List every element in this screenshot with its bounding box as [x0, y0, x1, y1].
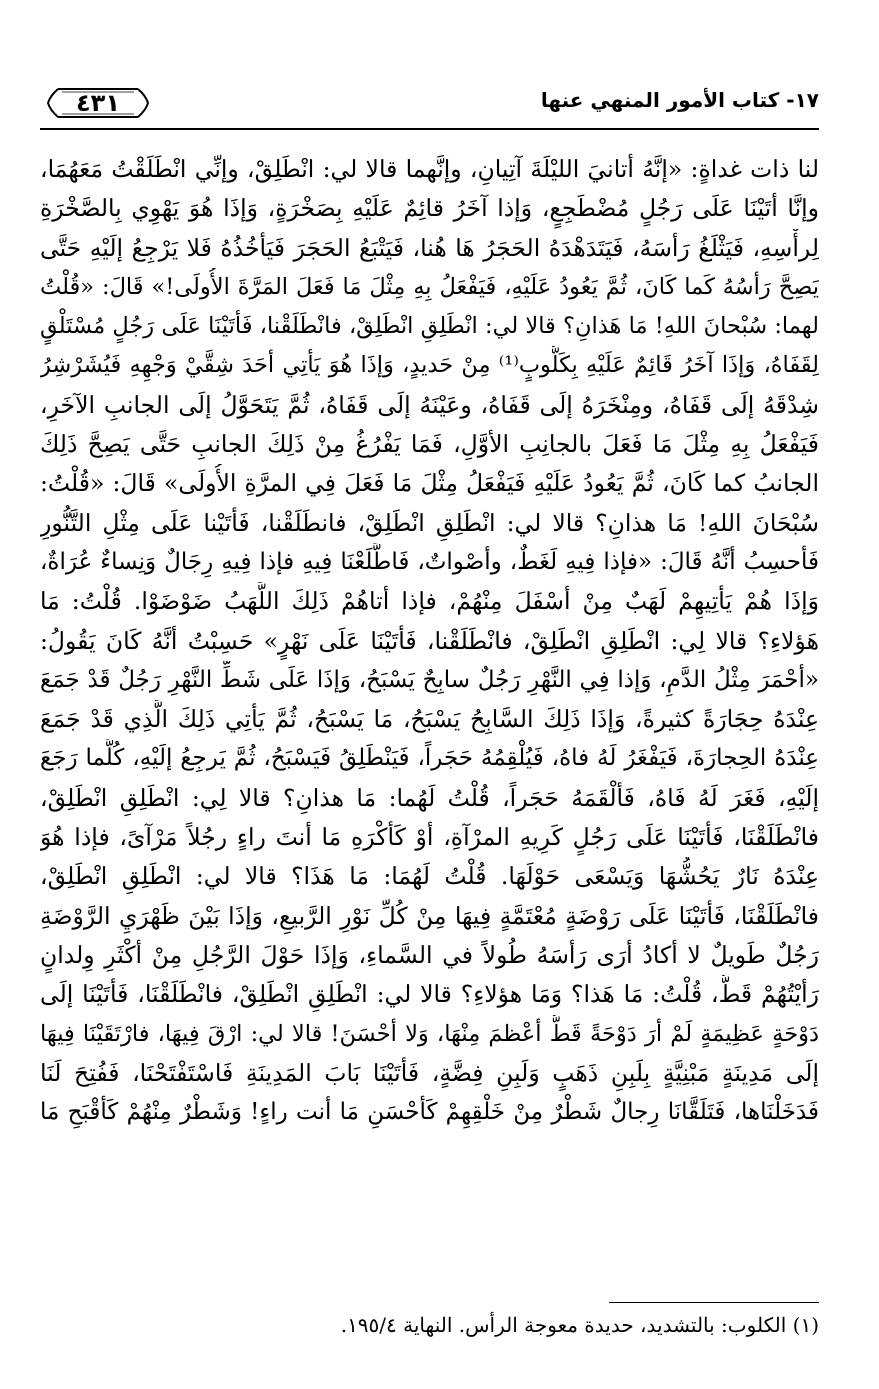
main-text	[40, 150, 819, 1290]
text-line: يَصِحَّ رَأسُهُ كَما كَانَ، ثُمَّ يَعُودُ عَلَيْهِ، فَيَفْعَلُ بِهِ مِثْلَ مَا فَعَلَ المَرَّةَ الأُولَى!» قَالَ: «قُلْتُ	[40, 273, 819, 300]
text-line: لِقَفَاهُ، وَإذَا آخَرُ قَائِمٌ عَلَيْهِ بِكَلُّوبٍ⁽¹⁾ مِنْ حَديدٍ، وَإذَا هُوَ يَأتِي أحَدَ شِقَّيْ وَجْهِهِ فَيُشَرْشِرُ	[40, 352, 819, 379]
text-line: لِرأْسِهِ، فَيَثْلَغُ رَأسَهُ، فَيَتَدَهْدَهُ الحَجَرُ هَا هُنا، فَيَتْبَعُ الحَجَرَ فَيَأخُذُهُ فَلا يَرْجِعُ إلَيْهِ حَتَّى	[40, 233, 819, 262]
text-line: فَيَفْعَلُ بِهِ مِثْلَ مَا فَعَلَ بالجانِبِ الأوَّلِ، فَمَا يَفْرُغُ مِنْ ذَلِكَ الجانبِ حَتَّى يَصِحَّ ذَلِكَ	[40, 430, 819, 459]
footnote: (١) الكلوب: بالتشديد، حديدة معوجة الرأس. النهاية ١٩٥/٤.	[340, 1313, 819, 1337]
footnote-divider	[609, 1302, 819, 1303]
text-line: فانْطَلَقْنَا، فَأتَيْنَا عَلَى رَوْضَةٍ مُعْتَمَّةٍ فِيهَا مِنْ كُلِّ نَوْرِ الرَّبيعِ، وَإذَا بَيْنَ ظَهْرَيِ الرَّوْضَةِ	[40, 901, 819, 930]
text-line: فَأحسِبُ أنَّهُ قَالَ: «فإذا فِيهِ لَغَطٌ، وأصْواتٌ، فَاطَّلَعْنَا فِيهِ فإذا فِيهِ رِجَالٌ وَنِساءٌ عُرَاةٌ،	[40, 548, 819, 575]
text-line: فانْطَلَقْنَا، فَأتَيْنَا عَلَى رَجُلٍ كَرِيهِ المرْآةِ، أوْ كَأكْرَهِ مَا أنتَ راءٍ رجُلاً مَرْآىً، فإذا هُوَ	[40, 823, 819, 852]
text-line: رَجُلٌ طَويلٌ لا أكادُ أرَى رَأسَهُ طُولاً في السَّماءِ، وَإذَا حَوْلَ الرَّجُلِ مِنْ أكْثَرِ وِلدانٍ	[40, 940, 819, 969]
text-line: فَدَخَلْنَاها، فَتَلَقَّانَا رِجالٌ شَطْرٌ مِنْ خَلْقِهِمْ كَأحْسَنِ مَا أنت راءٍ! وَشَطْرٌ مِنْهُمْ كَأقْبَحِ مَا	[40, 1099, 819, 1126]
text-line: عِنْدَهُ حِجَارَةً كثيرةً، وَإذَا ذَلِكَ السَّابِحُ يَسْبَحُ، مَا يَسْبَحُ، ثُمَّ يَأتِي ذَلِكَ الَّذِي قَدْ جَمَعَ	[40, 705, 819, 734]
text-line: هَؤلاءِ؟ قالا لِي: انْطَلِقِ انْطَلِقْ، فانْطَلَقْنا، فَأتَيْنَا عَلَى نَهْرٍ» حَسِبْتُ أنَّهُ كَانَ يَقُولُ:	[40, 626, 819, 655]
text-line: رَأيْتُهُمْ قَطُّ، قُلْتُ: مَا هَذا؟ وَمَا هؤلاءِ؟ قالا لي: انْطَلِقِ انْطَلِقْ، فانْطَلَقْنَا، فَأتَيْنَا إلَى	[40, 980, 819, 1009]
text-line: إلَيْهِ، فَغَرَ لَهُ فَاهُ، فَألْقَمَهُ حَجَراً، قُلْتُ لَهُما: مَا هذانِ؟ قالا لِي: انْطَلِقِ انْطَلِقْ،	[40, 783, 819, 812]
text-line: وَإذَا هُمْ يَأتِيهِمْ لَهَبٌ مِنْ أسْفَلَ مِنْهُمْ، فإذا أتاهُمْ ذَلِكَ اللَّهَبُ ضَوْضَوْا. قُلْتُ: مَا	[40, 587, 819, 616]
text-line: إلَى مَدِينَةٍ مَبْنِيَّةٍ بِلَبِنِ ذَهَبٍ وَلَبِنِ فِضَّةٍ، فَأتَيْنَا بَابَ المَدِينَةِ فَاسْتَفْتَحْنَا، فَفُتِحَ لَنَا	[40, 1058, 819, 1087]
running-title: ١٧- كتاب الأمور المنهي عنها	[540, 88, 819, 112]
text-line: لنا ذات غداةٍ: «إنَّهُ أتانيَ الليْلَةَ آتِيانِ، وإنَّهما قالا لي: انْطَلِقْ، وإنِّي انْطَلَقْتُ مَعَهُمَا،	[40, 155, 819, 183]
page-header	[40, 86, 819, 130]
header-divider	[40, 128, 819, 130]
text-line: سُبْحَانَ اللهِ! مَا هذانِ؟ قالا لي: انْطَلِقِ انْطَلِقْ، فانطَلَقْنا، فَأتَيْنا عَلَى مِثْلِ التَّنُّورِ	[40, 508, 819, 537]
text-line: الجانبُ كما كَانَ، ثُمَّ يَعُودُ عَلَيْهِ فَيَفْعَلُ مِثْلَ مَا فَعَلَ فِي المرَّةِ الأُولَى» قَالَ: «قُلْتُ:	[40, 469, 819, 498]
text-line: وإنَّا أتَيْنَا عَلَى رَجُلٍ مُضْطَجِعٍ، وَإذا آخَرُ قائِمٌ عَلَيْهِ بِصَخْرَةٍ، وَإذَا هُوَ يَهْوِي بِالصَّخْرَةِ	[40, 194, 819, 223]
page-number: ٤٣١	[76, 89, 120, 117]
text-line: «أحْمَرَ مِثْلُ الدَّمِ، وَإذا فِي النَّهْرِ رَجُلٌ سابِحٌ يَسْبَحُ، وَإذَا عَلَى شَطِّ النَّهْرِ رَجُلٌ قَدْ جَمَعَ	[40, 666, 819, 693]
text-line: دَوْحَةٍ عَظِيمَةٍ لَمْ أرَ دَوْحَةً قَطُّ أعْظمَ مِنْهَا، وَلا أحْسَنَ! قالا لي: ارْقَ فِيهَا، فارْتَقَيْنَا فِيهَا	[40, 1020, 819, 1047]
page-number-frame	[44, 86, 152, 120]
text-line: لهما: سُبْحانَ اللهِ! مَا هَذانِ؟ قالا لي: انْطَلِقِ انْطَلِقْ، فانْطَلَقْنا، فَأتَيْنَا عَلَى رَجُلٍ مُسْتَلْقٍ	[40, 313, 819, 340]
text-line: عِنْدَهُ نَارٌ يَحُشُّهَا وَيَسْعَى حَوْلَهَا. قُلْتُ لَهُمَا: مَا هَذَا؟ قالا لي: انْطَلِقِ انْطَلِقْ،	[40, 862, 819, 891]
text-line: عِنْدَهُ الحِجارَةَ، فَيَفْغَرُ لَهُ فاهُ، فَيُلْقِمُهُ حَجَراً، فَيَنْطَلِقُ فَيَسْبَحُ، ثُمَّ يَرجِعُ إلَيْهِ، كُلَّما رَجَعَ	[40, 745, 819, 772]
text-line: شِدْقَهُ إلَى قَفَاهُ، ومِنْخَرَهُ إلَى قَفَاهُ، وعَيْنَهُ إلَى قَفَاهُ، ثُمَّ يَتَحَوَّلُ إلَى الجانبِ الآخَرِ،	[40, 390, 819, 419]
